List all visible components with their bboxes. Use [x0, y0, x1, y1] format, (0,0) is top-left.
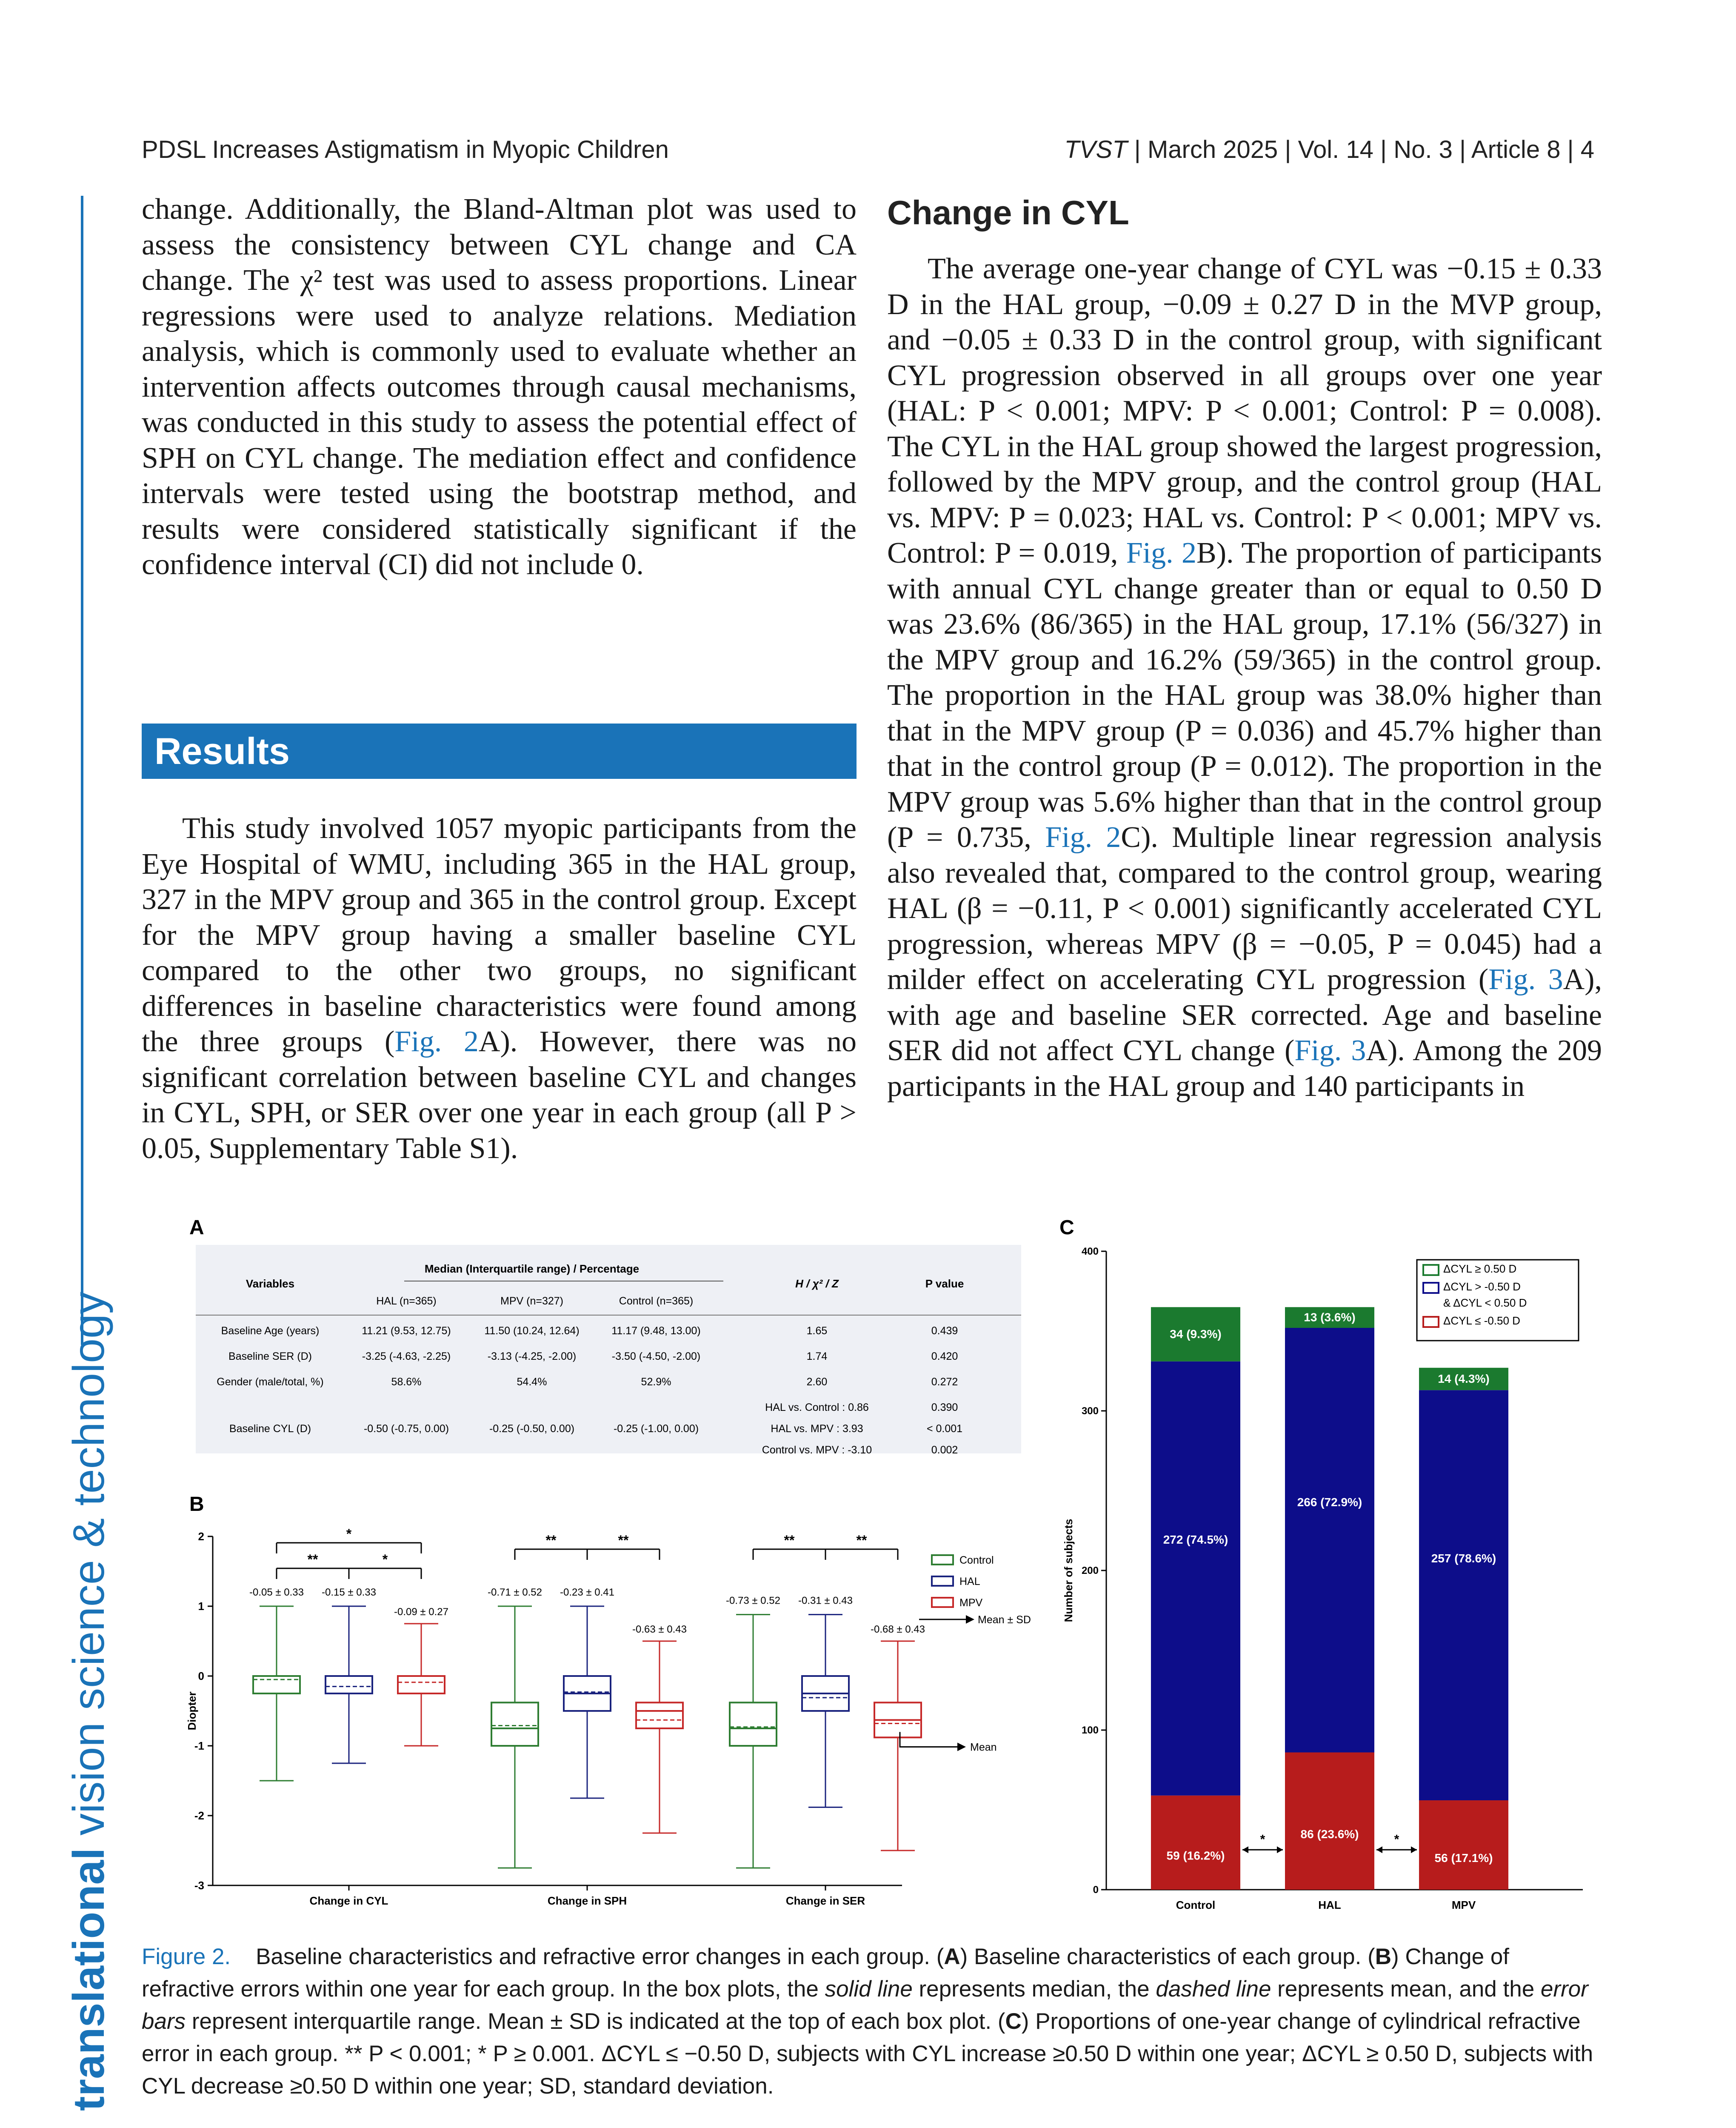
citation-info: | March 2025 | Vol. 14 | No. 3 | Article 8 | 4 [1127, 136, 1594, 163]
panel-b-label: B [189, 1493, 204, 1516]
legend-entry: ΔCYL ≤ -0.50 D [1443, 1314, 1520, 1327]
legend-entry: HAL [959, 1576, 980, 1587]
legend-entry: & ΔCYL < 0.50 D [1443, 1296, 1527, 1309]
y-axis-label: Diopter [186, 1691, 198, 1730]
arrowhead [966, 1615, 974, 1624]
bar-segment [1151, 1361, 1240, 1796]
sig-mark: ** [856, 1533, 867, 1548]
bar-label: 59 (16.2%) [1166, 1849, 1225, 1862]
caption-a: A [944, 1944, 960, 1969]
brand-rest: vision science & technology [64, 1292, 114, 1848]
table-cell: 0.272 [931, 1376, 958, 1388]
sig-mark: ** [618, 1533, 629, 1548]
table-cell: HAL vs. MPV : 3.93 [771, 1423, 863, 1435]
running-header [142, 135, 1594, 169]
methods-paragraph: change. Additionally, the Bland-Altman plot was used to assess the consistency between CYL change and CA change. The χ² test was used to assess proportions. Linear regressions were used to analyze relations. Mediation analysis, which is commonly used to evaluate whether an intervention affects outcomes through causal mechanisms, was conducted in this study to assess the potential effect of SPH on CYL change. The mediation effect and confidence intervals were tested using the bootstrap method, and results were considered statistically significant if the confidence interval (CI) did not include 0. [142, 193, 857, 581]
arrowhead [1242, 1846, 1248, 1853]
table-cell: 0.390 [931, 1402, 958, 1413]
sig-mark: ** [784, 1533, 795, 1548]
arrowhead [957, 1743, 966, 1751]
mean-sd-label: -0.31 ± 0.43 [798, 1595, 853, 1607]
results-paragraph [142, 811, 857, 1166]
table-cell: 11.17 (9.48, 13.00) [611, 1325, 701, 1337]
cyl-text-c: C). Multiple linear regression analysis also revealed that, compared to the control group, wearing HAL (β = −0.11, P < 0.001) significantly accelerated CYL progression, whereas MPV (β = −0.05, P = 0.045) had a milder effect on accelerating CYL progression ( [887, 821, 1602, 996]
boxplot-chart [186, 1526, 1031, 1907]
mean-sd-label: -0.23 ± 0.41 [560, 1587, 614, 1598]
results-column [142, 811, 857, 1166]
mean-sd-label: -0.05 ± 0.33 [249, 1587, 304, 1598]
mean-sd-label: -0.63 ± 0.43 [632, 1624, 687, 1635]
box-control [488, 1587, 542, 1868]
y-tick-label: 1 [198, 1600, 204, 1613]
y-tick-label: -1 [194, 1739, 204, 1752]
bar-label: 13 (3.6%) [1304, 1310, 1356, 1324]
x-group-label: Change in SPH [547, 1894, 627, 1907]
bar-segment [1151, 1796, 1240, 1890]
caption-label: Figure 2. [142, 1944, 231, 1969]
fig2-link[interactable]: Fig. 2 [394, 1025, 479, 1058]
results-heading: Results [142, 724, 857, 779]
legend-entry: Control [959, 1554, 994, 1566]
sig-mark: * [346, 1526, 352, 1542]
th-p: P value [925, 1277, 964, 1290]
arrowhead [1411, 1846, 1417, 1853]
box-control [249, 1587, 304, 1781]
panel-c-label: C [1059, 1216, 1074, 1239]
sig-mark: * [382, 1552, 388, 1567]
y-tick-label: -3 [194, 1879, 204, 1892]
fig3a-link[interactable]: Fig. 3 [1488, 963, 1563, 996]
table-cell: 11.21 (9.53, 12.75) [362, 1325, 451, 1337]
table-cell: 52.9% [641, 1376, 671, 1388]
x-category-label: HAL [1318, 1899, 1341, 1911]
legend-entry: ΔCYL > -0.50 D [1443, 1280, 1521, 1293]
th-hal: HAL (n=365) [376, 1295, 437, 1307]
cyl-text-d: A), with age and baseline SER corrected. Age and baseline SER did not affect CYL change ( [887, 963, 1602, 1067]
caption-text-a: Baseline characteristics and refractive error changes in each group. ( [256, 1944, 944, 1969]
table-cell: 0.002 [931, 1444, 958, 1456]
cyl-text-e: A). Among the 209 participants in the HAL group and 140 participants in [887, 1034, 1602, 1103]
left-column [142, 192, 857, 583]
stacked-bar-chart [1062, 1246, 1583, 1911]
table-cell: 0.420 [931, 1350, 958, 1362]
caption-text-d: represents median, the [912, 1976, 1156, 2002]
table-cell: 1.74 [806, 1350, 828, 1362]
table-cell: -0.25 (-1.00, 0.00) [613, 1423, 699, 1435]
y-tick-label: 0 [198, 1670, 204, 1682]
box-mpv [394, 1606, 448, 1746]
caption-dashed: dashed line [1156, 1976, 1271, 2002]
cyl-text-a: The average one-year change of CYL was −0.15 ± 0.33 D in the HAL group, −0.09 ± 0.27 D in the MVP group, and −0.05 ± 0.33 D in the control group, with significant CYL progression observed in all groups over one year (HAL: P < 0.001; MPV: P < 0.001; Control: P = 0.008). The CYL in the HAL group showed the largest progression, followed by the MPV group, and the control group (HAL vs. MPV: P = 0.023; HAL vs. Control: P < 0.001; MPV vs. Control: P = 0.019, [887, 252, 1602, 569]
results-text-a: This study involved 1057 myopic participants from the Eye Hospital of WMU, including 365 in the HAL group, 327 in the MPV group and 365 in the control group. Except for the MPV group having a smaller baseline CYL compared to the other two groups, no significant differences in baseline characteristics were found among the three groups ( [142, 812, 857, 1058]
journal-name: TVST [1064, 136, 1128, 163]
legend-entry: ΔCYL ≥ 0.50 D [1443, 1262, 1517, 1275]
table-cell: 2.60 [806, 1376, 828, 1388]
figure-svg [179, 1213, 1625, 1936]
mean-sd-label: -0.68 ± 0.43 [871, 1624, 925, 1635]
cyl-paragraph [887, 251, 1602, 1104]
x-group-label: Change in SER [785, 1894, 865, 1907]
figure-2 [179, 1213, 1625, 1936]
table-cell: < 0.001 [926, 1423, 963, 1435]
th-median: Median (Interquartile range) / Percentage [424, 1262, 640, 1275]
right-column [887, 192, 1602, 1104]
table-cell: 58.6% [391, 1376, 422, 1388]
th-mpv: MPV (n=327) [500, 1295, 563, 1307]
sig-mark: * [1260, 1832, 1265, 1847]
caption-text-c: ) Change of refractive errors within one year for each group. In the box plots, the [142, 1944, 1509, 2002]
table-cell: -0.25 (-0.50, 0.00) [489, 1423, 575, 1435]
arrowhead [1277, 1846, 1283, 1853]
table-cell: 1.65 [806, 1325, 828, 1337]
x-category-label: MPV [1451, 1899, 1476, 1911]
table-cell: 54.4% [517, 1376, 547, 1388]
th-control: Control (n=365) [619, 1295, 694, 1307]
bar-label: 266 (72.9%) [1297, 1495, 1362, 1509]
boxplot-legend [932, 1554, 994, 1609]
mean-annotation: Mean [970, 1741, 997, 1753]
caption-b: B [1375, 1944, 1392, 1969]
bar-label: 257 (78.6%) [1431, 1552, 1496, 1565]
fig3a-link-2[interactable]: Fig. 3 [1294, 1034, 1366, 1067]
bar-segment [1419, 1800, 1508, 1890]
table-cell: -3.13 (-4.25, -2.00) [487, 1350, 577, 1362]
box-mpv [632, 1624, 687, 1833]
caption-error: error bars [142, 1976, 1588, 2034]
box-hal [322, 1587, 376, 1763]
journal-citation [1064, 135, 1594, 164]
mean-sd-label: -0.73 ± 0.52 [726, 1595, 780, 1607]
box-control [726, 1595, 780, 1868]
x-category-label: Control [1176, 1899, 1216, 1911]
y-tick-label: 200 [1081, 1565, 1099, 1576]
bar-label: 56 (17.1%) [1434, 1851, 1493, 1865]
th-stat: H / χ² / Z [795, 1277, 839, 1290]
brand-bold: translational [64, 1848, 114, 2111]
bar-label: 86 (23.6%) [1300, 1827, 1359, 1841]
table-cell: Baseline SER (D) [228, 1350, 312, 1362]
figure-caption [142, 1941, 1601, 2102]
table-cell: 0.439 [931, 1325, 958, 1337]
mean-sd-annotation: Mean ± SD [978, 1614, 1031, 1626]
box-hal [798, 1595, 853, 1808]
running-title: PDSL Increases Astigmatism in Myopic Children [142, 136, 669, 163]
table-cell: -3.50 (-4.50, -2.00) [611, 1350, 701, 1362]
results-text-b: A). However, there was no significant correlation between baseline CYL and changes in CYL, SPH, or SER over one year in each group (all P > 0.05, Supplementary Table S1). [142, 1025, 857, 1165]
bar-segment [1285, 1753, 1374, 1890]
table-cell: Control vs. MPV : -3.10 [762, 1444, 872, 1456]
mean-sd-label: -0.71 ± 0.52 [488, 1587, 542, 1598]
bar-legend [1417, 1260, 1579, 1341]
table-cell: -3.25 (-4.63, -2.25) [362, 1350, 451, 1362]
caption-c: C [1005, 2009, 1022, 2034]
mean-sd-label: -0.15 ± 0.33 [322, 1587, 376, 1598]
sig-mark: ** [545, 1533, 557, 1548]
table-cell: HAL vs. Control : 0.86 [765, 1402, 869, 1413]
caption-text-f: represent interquartile range. Mean ± SD is indicated at the top of each box plot. ( [186, 2009, 1005, 2034]
y-tick-label: 2 [198, 1530, 204, 1543]
caption-text-b: ) Baseline characteristics of each group. ( [960, 1944, 1375, 1969]
table-background [196, 1245, 1021, 1453]
table-cell: 11.50 (10.24, 12.64) [484, 1325, 580, 1337]
panel-a-label: A [189, 1216, 204, 1239]
y-tick-label: 300 [1081, 1405, 1099, 1417]
fig2b-link[interactable]: Fig. 2 [1126, 537, 1196, 569]
mean-sd-label: -0.09 ± 0.27 [394, 1606, 448, 1618]
y-tick-label: 0 [1093, 1884, 1099, 1896]
caption-solid: solid line [825, 1976, 913, 2002]
table-cell: Baseline CYL (D) [229, 1423, 311, 1435]
bar-label: 14 (4.3%) [1438, 1372, 1490, 1385]
section-heading: Change in CYL [887, 194, 1129, 232]
x-group-label: Change in CYL [309, 1894, 388, 1907]
y-axis-label: Number of subjects [1062, 1519, 1075, 1622]
table-cell: Gender (male/total, %) [217, 1376, 324, 1388]
bar-label: 272 (74.5%) [1163, 1533, 1228, 1547]
caption-text-g: ) Proportions of one-year change of cylindrical refractive error in each group. ** P < 0.001; * P ≥ 0.001. ΔCYL ≤ −0.50 D, subjects with CYL increase ≥0.50 D within one year; ΔCYL ≥ 0.50 D, subjects with CYL decrease ≥0.50 D within one year; SD, standard deviation. [142, 2009, 1593, 2099]
y-tick-label: 100 [1081, 1725, 1099, 1736]
table-cell: -0.50 (-0.75, 0.00) [363, 1423, 449, 1435]
sig-mark: * [1394, 1832, 1399, 1847]
th-variables: Variables [246, 1277, 295, 1290]
y-tick-label: 400 [1081, 1246, 1099, 1257]
journal-brand [64, 281, 114, 2111]
box-hal [560, 1587, 614, 1798]
bar-segment [1285, 1328, 1374, 1753]
caption-text-e: represents mean, and the [1271, 1976, 1541, 2002]
legend-entry: MPV [959, 1597, 983, 1609]
bar-label: 34 (9.3%) [1170, 1327, 1222, 1341]
fig2c-link[interactable]: Fig. 2 [1045, 821, 1121, 854]
box-mpv [871, 1624, 925, 1851]
y-tick-label: -2 [194, 1809, 204, 1822]
cyl-text-b: B). The proportion of participants with annual CYL change greater than or equal to 0.50 D was 23.6% (86/365) in the HAL group, 17.1% (56/327) in the MPV group and 16.2% (59/365) in the control group. The proportion in the HAL group was 38.0% higher than that in the MPV group (P = 0.036) and 45.7% higher than that in the control group (P = 0.012). The proportion in the MPV group was 5.6% higher than that in the control group (P = 0.735, [887, 537, 1602, 854]
arrowhead [1376, 1846, 1382, 1853]
table-cell: Baseline Age (years) [221, 1325, 320, 1337]
sig-mark: ** [307, 1552, 318, 1567]
bar-segment [1419, 1390, 1508, 1800]
